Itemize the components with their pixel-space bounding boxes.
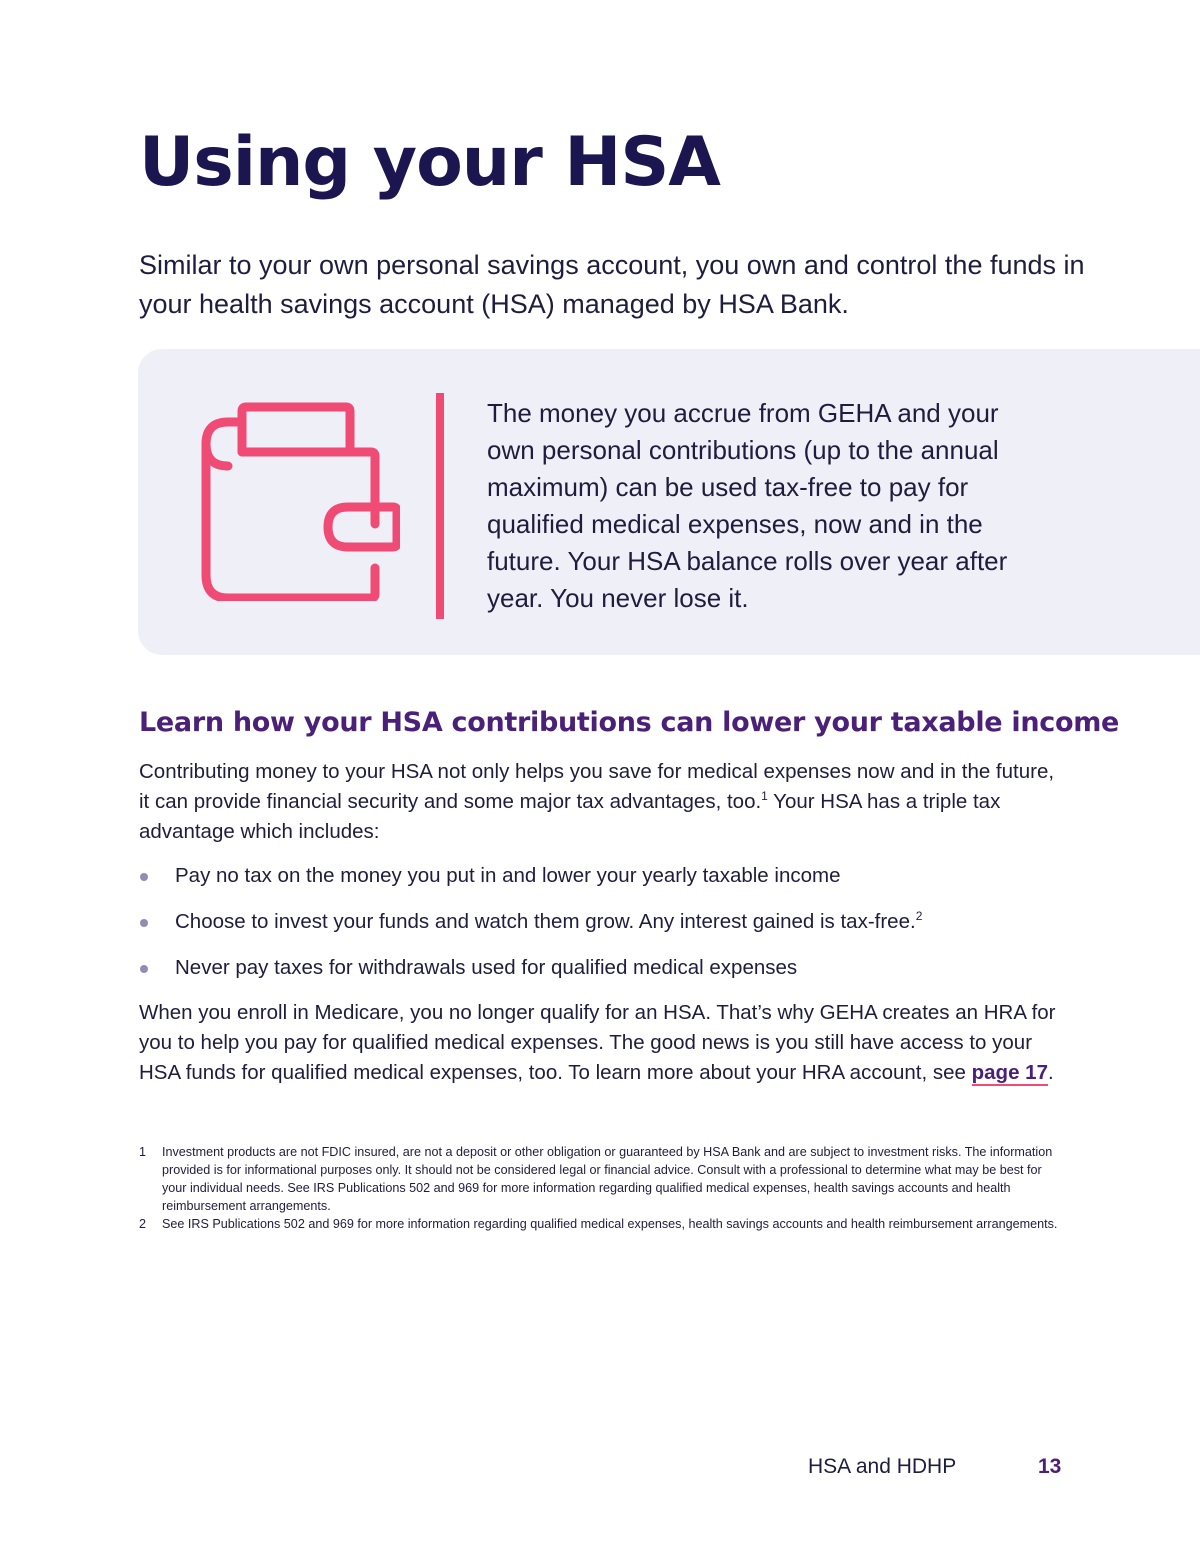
paragraph-text: When you enroll in Medicare, you no longer qualify for an HSA. That’s why GEHA creates an HRA for you to help you pay for qualified medical expenses. The good news is you still have access to your HSA funds for qualified medical expenses, too. To learn more about your HRA account, see — [139, 1001, 1056, 1084]
list-item — [139, 860, 1079, 906]
list-item-text: Choose to invest your funds and watch them grow. Any interest gained is tax-free. — [175, 910, 916, 933]
footnote-ref-1: 1 — [761, 789, 768, 803]
callout-divider — [436, 393, 444, 619]
paragraph-text: Contributing money to your HSA not only helps you save for medical expenses now and in the future, it can provide financial security and some major tax advantages, too. — [139, 760, 1055, 813]
list-item-text: Never pay taxes for withdrawals used for qualified medical expenses — [175, 956, 798, 979]
footnote-2 — [139, 1215, 1059, 1233]
footnotes — [139, 1143, 1059, 1233]
callout-box — [138, 349, 1200, 655]
bullet-icon — [140, 873, 148, 881]
paragraph-text-cont: Your HSA has a triple tax advantage which includes: — [139, 790, 1001, 843]
footnote-number: 2 — [139, 1217, 147, 1231]
section-heading: Learn how your HSA contributions can lower your taxable income — [139, 707, 1120, 738]
footnote-number: 1 — [139, 1145, 147, 1159]
list-item — [139, 952, 1079, 998]
wallet-icon — [200, 401, 400, 601]
footnote-text: Investment products are not FDIC insured, are not a deposit or other obligation or guaranteed by HSA Bank and are subject to investment risks. The information provided is for informational purposes only. It should not be considered legal or financial advice. Consult with a professional to determine what may be best for your individual needs. See IRS Publications 502 and 969 for more information regarding qualified medical expenses, health savings accounts and health reimbursement arrangements. — [162, 1145, 1053, 1213]
tax-advantage-paragraph — [139, 757, 1069, 847]
intro-paragraph: Similar to your own personal savings account, you own and control the funds in your health savings account (HSA) managed by HSA Bank. — [139, 250, 1085, 319]
bullet-icon — [140, 919, 148, 927]
page-title: Using your HSA — [139, 123, 720, 202]
footer-section-label: HSA and HDHP — [808, 1455, 957, 1478]
paragraph-end: . — [1047, 1061, 1054, 1084]
bullet-icon — [140, 965, 148, 973]
footnote-1 — [139, 1143, 1059, 1215]
list-item-text: Pay no tax on the money you put in and lower your yearly taxable income — [175, 864, 841, 887]
tax-advantage-list — [139, 860, 1079, 998]
medicare-paragraph — [139, 998, 1069, 1088]
footnote-text: See IRS Publications 502 and 969 for more information regarding qualified medical expenses, health savings accounts and health reimbursement arrangements. — [162, 1217, 1058, 1231]
list-item — [139, 906, 1079, 952]
footnote-ref-2: 2 — [915, 909, 923, 923]
page-17-link[interactable]: page 17 — [971, 1061, 1048, 1084]
callout-text: The money you accrue from GEHA and your own personal contributions (up to the annual maximum) can be used tax-free to pay for qualified medical expenses, now and in the future. Your HSA balance rolls over year after year. You never lose it. — [487, 398, 1008, 613]
page-number: 13 — [1038, 1455, 1062, 1478]
